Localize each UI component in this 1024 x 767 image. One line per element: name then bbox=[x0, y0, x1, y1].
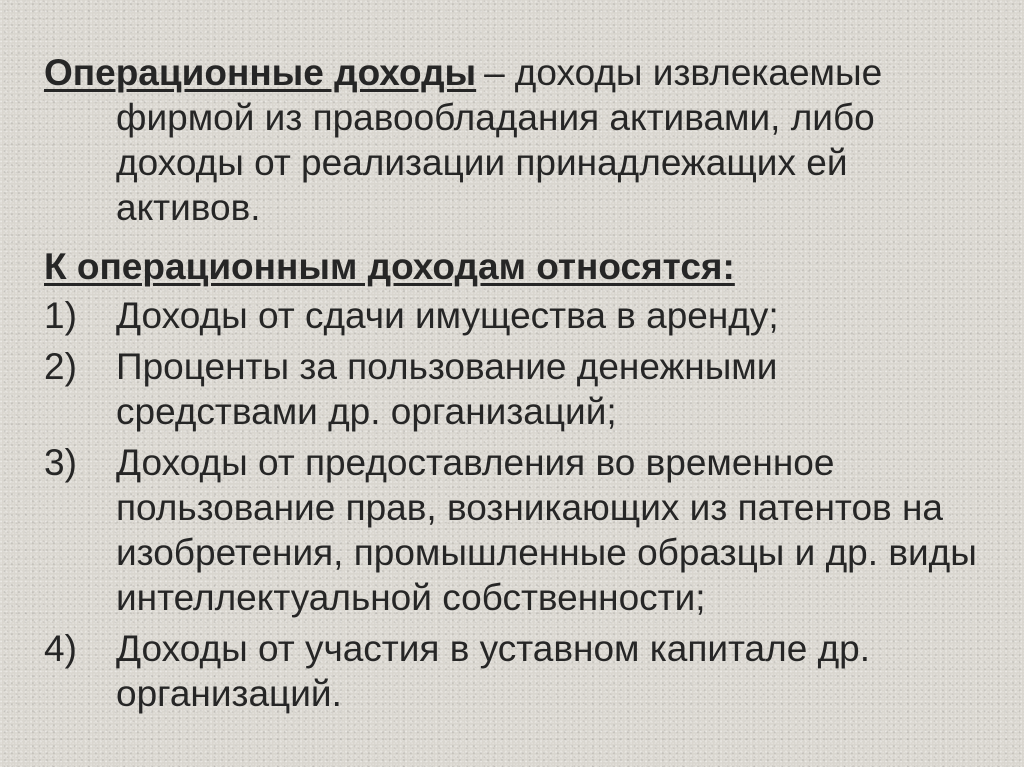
list-item-text: Доходы от участия в уставном капитале др. организаций. bbox=[116, 628, 871, 714]
list-item bbox=[44, 293, 984, 338]
list-item-number: 3) bbox=[44, 442, 77, 483]
list-item-text: Доходы от сдачи имущества в аренду; bbox=[116, 295, 779, 336]
list-item-text: Проценты за пользование денежными средствами др. организаций; bbox=[116, 346, 778, 432]
list-item-number: 1) bbox=[44, 295, 77, 336]
definition-dash: – bbox=[484, 52, 505, 93]
slide-content bbox=[44, 50, 984, 722]
list-item-number: 4) bbox=[44, 628, 77, 669]
list-item-text: Доходы от предоставления во временное пользование прав, возникающих из патентов на изобретения, промышленные образцы и др. виды интеллектуальной собственности; bbox=[116, 442, 977, 618]
income-list bbox=[44, 293, 984, 716]
definition-text: доходы извлекаемые фирмой из правообладания активами, либо доходы от реализации принадлежащих ей активов. bbox=[116, 52, 883, 228]
list-item bbox=[44, 344, 984, 434]
list-item bbox=[44, 626, 984, 716]
definition-paragraph bbox=[44, 50, 984, 230]
list-item bbox=[44, 440, 984, 620]
list-item-number: 2) bbox=[44, 346, 77, 387]
list-heading: К операционным доходам относятся: bbox=[44, 246, 735, 287]
definition-term: Операционные доходы bbox=[44, 52, 477, 93]
